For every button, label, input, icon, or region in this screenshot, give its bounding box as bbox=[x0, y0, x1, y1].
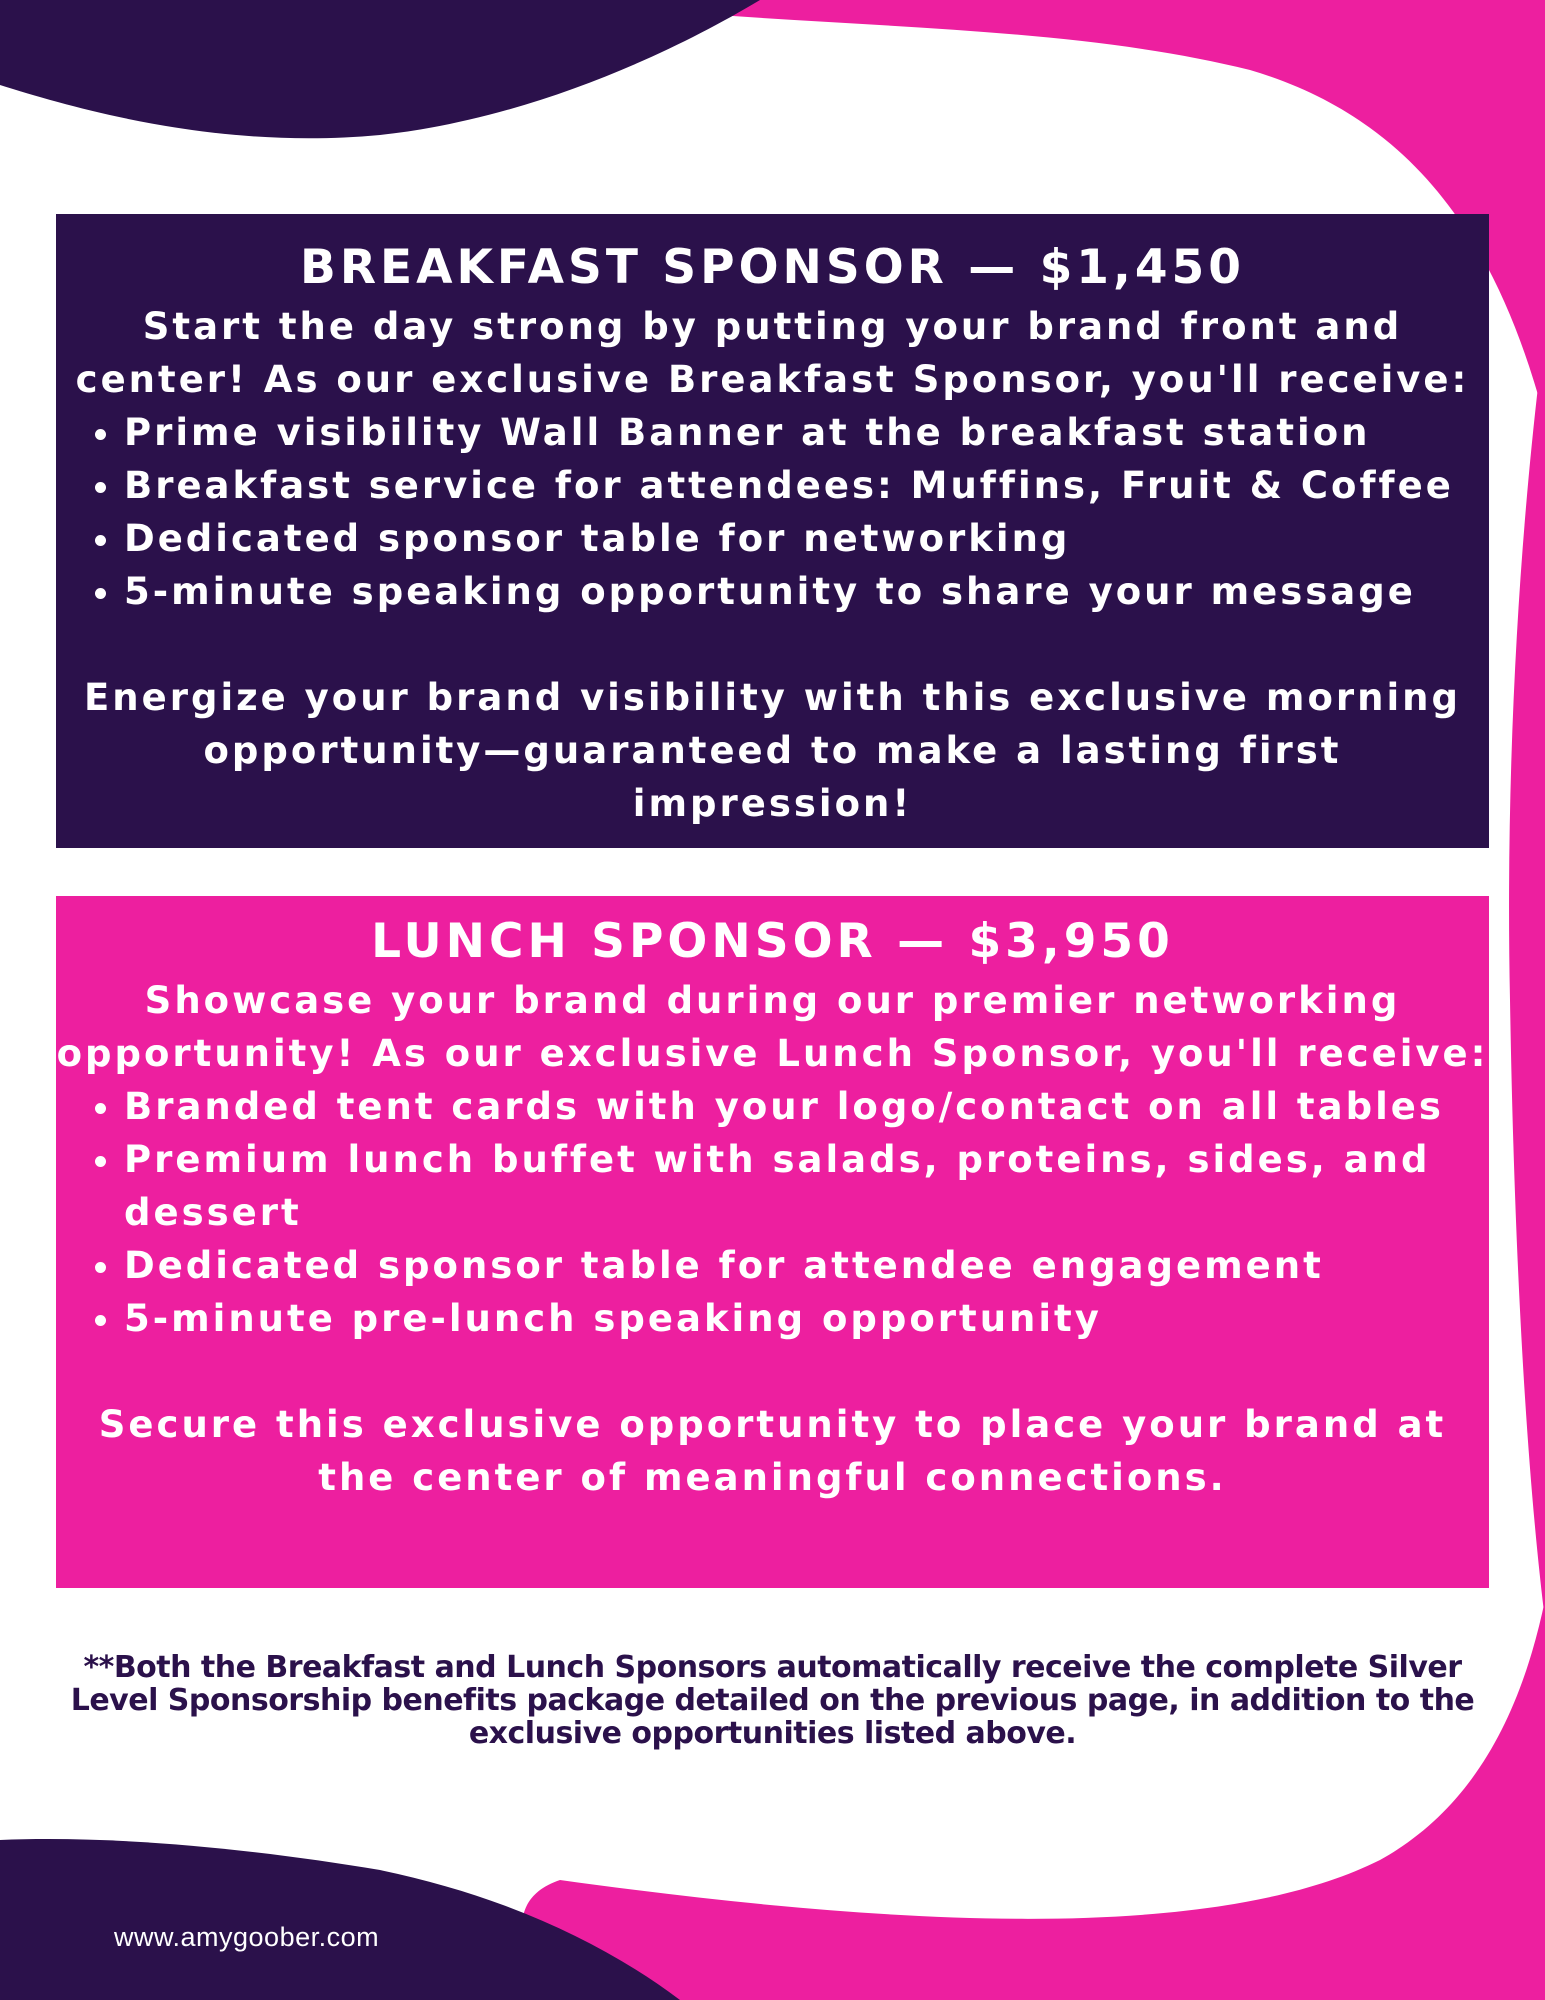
breakfast-sponsor-box bbox=[56, 214, 1489, 848]
list-item: • Premium lunch buffet with salads, proteins, sides, and dessert bbox=[124, 1133, 1489, 1239]
breakfast-intro: Start the day strong by putting your brand front and center! As our exclusive Breakfast Sponsor, you'll receive: bbox=[75, 305, 1470, 401]
list-item: • Branded tent cards with your logo/contact on all tables bbox=[124, 1080, 1489, 1133]
list-item: • Dedicated sponsor table for networking bbox=[124, 512, 1489, 565]
list-item: • 5-minute speaking opportunity to share your message bbox=[124, 565, 1489, 618]
lunch-benefits-list bbox=[56, 1080, 1489, 1345]
top-purple-swoosh bbox=[0, 0, 760, 138]
breakfast-benefits-list bbox=[56, 406, 1489, 618]
list-item: • Prime visibility Wall Banner at the breakfast station bbox=[124, 406, 1489, 459]
breakfast-title: BREAKFAST SPONSOR — $1,450 bbox=[300, 240, 1245, 295]
lunch-intro: Showcase your brand during our premier networking opportunity! As our exclusive Lunch Sponsor, you'll receive: bbox=[56, 979, 1489, 1075]
lunch-title: LUNCH SPONSOR — $3,950 bbox=[371, 914, 1174, 969]
sponsorship-footnote: **Both the Breakfast and Lunch Sponsors automatically receive the complete Silver Level Sponsorship benefits package detailed on the previous page, in addition to the exclusive opportunities listed above. bbox=[70, 1650, 1475, 1751]
lunch-outro: Secure this exclusive opportunity to place your brand at the center of meaningful connections. bbox=[98, 1403, 1447, 1499]
website-link[interactable]: www.amygoober.com bbox=[114, 1922, 380, 1952]
breakfast-outro: Energize your brand visibility with this exclusive morning opportunity—guaranteed to make a lasting first impression! bbox=[84, 676, 1461, 825]
list-item: • Dedicated sponsor table for attendee engagement bbox=[124, 1239, 1489, 1292]
list-item: • 5-minute pre-lunch speaking opportunity bbox=[124, 1292, 1489, 1345]
lunch-sponsor-box bbox=[56, 896, 1489, 1588]
list-item: • Breakfast service for attendees: Muffins, Fruit & Coffee bbox=[124, 459, 1489, 512]
right-magenta-wave bbox=[1509, 330, 1545, 1620]
